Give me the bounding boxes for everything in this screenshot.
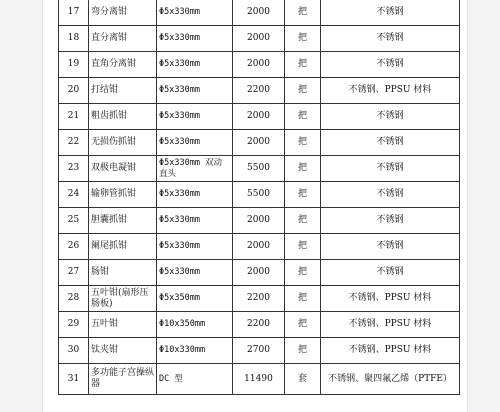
table-row (59, 26, 460, 52)
table-row (59, 338, 460, 364)
specification-cell: Φ5x330mm (157, 52, 233, 78)
instrument-name-cell: 无损伤抓钳 (89, 130, 157, 156)
instrument-name-cell: 弯分离钳 (89, 0, 157, 26)
quantity-cell: 2000 (233, 104, 285, 130)
unit-cell: 把 (285, 312, 321, 338)
quantity-cell: 2000 (233, 208, 285, 234)
material-cell: 不锈钢 (321, 104, 460, 130)
specification-cell: Φ5x350mm (157, 286, 233, 312)
table-row (59, 78, 460, 104)
material-cell: 不锈钢 (321, 0, 460, 26)
material-cell: 不锈钢 (321, 156, 460, 182)
unit-cell: 把 (285, 286, 321, 312)
material-cell: 不锈钢 (321, 260, 460, 286)
quantity-cell: 5500 (233, 182, 285, 208)
quantity-cell: 2700 (233, 338, 285, 364)
row-number-cell: 29 (59, 312, 89, 338)
instrument-name-cell: 多功能子宫操纵器 (89, 364, 157, 395)
specification-cell: Φ5x330mm (157, 78, 233, 104)
row-number-cell: 27 (59, 260, 89, 286)
quantity-cell: 2200 (233, 78, 285, 104)
row-number-cell: 21 (59, 104, 89, 130)
row-number-cell: 31 (59, 364, 89, 395)
unit-cell: 把 (285, 104, 321, 130)
row-number-cell: 24 (59, 182, 89, 208)
row-number-cell: 23 (59, 156, 89, 182)
unit-cell: 把 (285, 182, 321, 208)
table-row (59, 104, 460, 130)
table-row (59, 52, 460, 78)
specification-cell: Φ5x330mm (157, 104, 233, 130)
table-row (59, 364, 460, 395)
table-row (59, 260, 460, 286)
unit-cell: 把 (285, 338, 321, 364)
material-cell: 不锈钢、PPSU 材料 (321, 338, 460, 364)
table-row (59, 182, 460, 208)
specification-cell: DC 型 (157, 364, 233, 395)
instrument-name-cell: 肠钳 (89, 260, 157, 286)
instrument-table (58, 0, 460, 395)
document-page (42, 0, 468, 412)
table-row (59, 208, 460, 234)
material-cell: 不锈钢 (321, 234, 460, 260)
material-cell: 不锈钢 (321, 130, 460, 156)
instrument-name-cell: 阑尾抓钳 (89, 234, 157, 260)
specification-cell: Φ5x330mm (157, 130, 233, 156)
material-cell: 不锈钢、PPSU 材料 (321, 286, 460, 312)
unit-cell: 套 (285, 364, 321, 395)
unit-cell: 把 (285, 52, 321, 78)
unit-cell: 把 (285, 26, 321, 52)
row-number-cell: 25 (59, 208, 89, 234)
material-cell: 不锈钢、PPSU 材料 (321, 312, 460, 338)
row-number-cell: 30 (59, 338, 89, 364)
table-row (59, 234, 460, 260)
quantity-cell: 2000 (233, 234, 285, 260)
instrument-name-cell: 钛夹钳 (89, 338, 157, 364)
specification-cell: Φ5x330mm (157, 208, 233, 234)
row-number-cell: 28 (59, 286, 89, 312)
specification-cell: Φ5x330mm (157, 260, 233, 286)
instrument-name-cell: 直分离钳 (89, 26, 157, 52)
unit-cell: 把 (285, 208, 321, 234)
specification-cell: Φ10x350mm (157, 312, 233, 338)
unit-cell: 把 (285, 260, 321, 286)
material-cell: 不锈钢 (321, 182, 460, 208)
quantity-cell: 5500 (233, 156, 285, 182)
instrument-name-cell: 打结钳 (89, 78, 157, 104)
row-number-cell: 17 (59, 0, 89, 26)
row-number-cell: 20 (59, 78, 89, 104)
material-cell: 不锈钢 (321, 52, 460, 78)
material-cell: 不锈钢、聚四氟乙烯（PTFE） (321, 364, 460, 395)
instrument-name-cell: 输卵管抓钳 (89, 182, 157, 208)
quantity-cell: 2200 (233, 286, 285, 312)
specification-cell: Φ10x330mm (157, 338, 233, 364)
instrument-name-cell: 双极电凝钳 (89, 156, 157, 182)
specification-cell: Φ5x330mm (157, 234, 233, 260)
instrument-name-cell: 直角分离钳 (89, 52, 157, 78)
row-number-cell: 19 (59, 52, 89, 78)
specification-cell: Φ5x330mm (157, 182, 233, 208)
unit-cell: 把 (285, 78, 321, 104)
quantity-cell: 2000 (233, 52, 285, 78)
row-number-cell: 18 (59, 26, 89, 52)
table-row (59, 156, 460, 182)
quantity-cell: 2000 (233, 130, 285, 156)
specification-cell: Φ5x330mm 双动直头 (157, 156, 233, 182)
table-row (59, 312, 460, 338)
quantity-cell: 2000 (233, 26, 285, 52)
unit-cell: 把 (285, 156, 321, 182)
unit-cell: 把 (285, 0, 321, 26)
table-row (59, 286, 460, 312)
unit-cell: 把 (285, 234, 321, 260)
instrument-name-cell: 五叶钳(扇形压肠板) (89, 286, 157, 312)
table-row (59, 130, 460, 156)
quantity-cell: 2200 (233, 312, 285, 338)
unit-cell: 把 (285, 130, 321, 156)
instrument-table-body (59, 0, 460, 395)
instrument-name-cell: 胆囊抓钳 (89, 208, 157, 234)
specification-cell: Φ5x330mm (157, 0, 233, 26)
row-number-cell: 22 (59, 130, 89, 156)
material-cell: 不锈钢、PPSU 材料 (321, 78, 460, 104)
instrument-name-cell: 五叶钳 (89, 312, 157, 338)
instrument-name-cell: 粗齿抓钳 (89, 104, 157, 130)
material-cell: 不锈钢 (321, 26, 460, 52)
specification-cell: Φ5x330mm (157, 26, 233, 52)
quantity-cell: 2000 (233, 260, 285, 286)
table-row (59, 0, 460, 26)
row-number-cell: 26 (59, 234, 89, 260)
quantity-cell: 2000 (233, 0, 285, 26)
quantity-cell: 11490 (233, 364, 285, 395)
material-cell: 不锈钢 (321, 208, 460, 234)
